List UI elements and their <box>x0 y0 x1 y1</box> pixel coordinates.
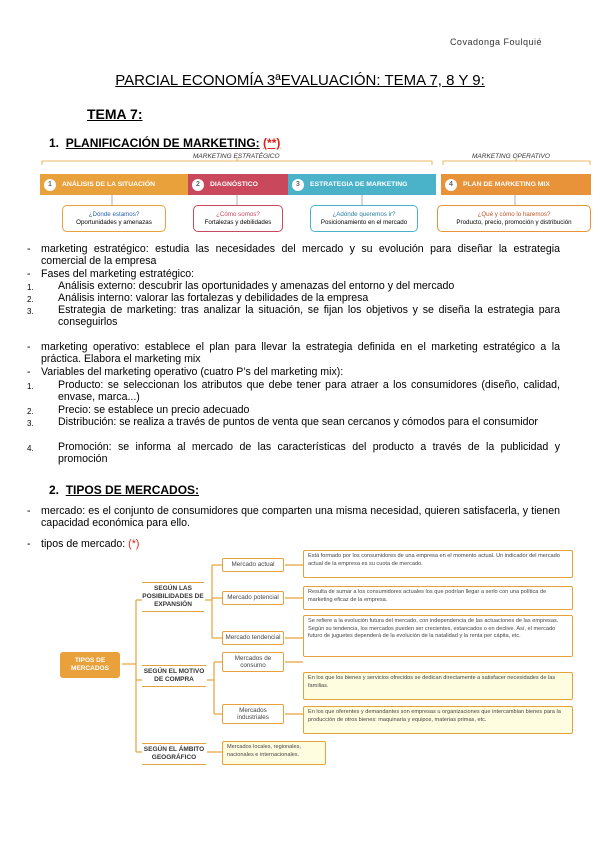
strategic-label: MARKETING ESTRATÉGICO <box>193 153 280 160</box>
phases-title: Fases del marketing estratégico: <box>41 268 195 280</box>
desc-potencial: Resulta de sumar a los consumidores actuales los que podrían llegar a serlo con una política de marketing eficaz de la empresa. <box>303 586 573 610</box>
dash-bullet: - <box>27 341 31 353</box>
section2-number: 2. <box>49 483 60 497</box>
root-box: TIPOS DE MERCADOS <box>60 652 120 678</box>
dash-bullet: - <box>27 505 31 517</box>
label-tendencial: Mercado tendencial <box>222 631 284 645</box>
desc-geografico: Mercados locales, regionales, nacionales e internacionales. <box>222 741 326 765</box>
operative-label: MARKETING OPERATIVO <box>472 153 550 160</box>
label-consumo: Mercados de consumo <box>222 652 284 672</box>
step1-number: 1 <box>44 179 56 191</box>
list-number: 3. <box>27 419 34 428</box>
category-geografico: SEGÚN EL ÁMBITO GEOGRÁFICO <box>142 743 206 765</box>
step4-answer: Producto, precio, promoción y distribución <box>456 218 572 226</box>
author-name: Covadonga Foulquié <box>449 37 542 47</box>
phase-2: Análisis interno: valorar las fortalezas y debilidades de la empresa <box>58 292 369 304</box>
list-number: 2. <box>27 407 34 416</box>
step4-question: ¿Qué y cómo lo haremos? <box>477 210 551 218</box>
variables-title: Variables del marketing operativo (cuatro P’s del marketing mix): <box>41 366 344 378</box>
tipos-mercado-mark: (*) <box>128 538 140 550</box>
step1-answer: Oportunidades y amenazas <box>76 218 152 226</box>
variable-4: Promoción: se informa al mercado de las características del producto a través de la publicidad y promoción <box>58 441 560 466</box>
variable-3: Distribución: se realiza a través de puntos de venta que sean cercanos y cómodos para el consumidor <box>58 416 538 428</box>
desc-actual: Está formado por los consumidores de una empresa en el momento actual. Un indicador del mercado actual de la empresa es su cuota de mercado. <box>303 550 573 578</box>
list-number: 3. <box>27 307 34 316</box>
variable-1: Producto: se seleccionan los atributos que debe tener para atraer a los consumidores (diseño, calidad, envase, marca...) <box>58 379 560 404</box>
phase-3: Estrategia de marketing: tras analizar la situación, se fijan los objetivos y se diseña la estrategia para conseguirlos <box>58 304 560 329</box>
mercado-definition: mercado: es el conjunto de consumidores que comparten una misma necesidad, quieren satisfacerla, y tienen capacidad económica para ello. <box>41 505 560 530</box>
step2-answer: Fortalezas y debilidades <box>204 218 272 226</box>
variable-2: Precio: se establece un precio adecuado <box>58 404 250 416</box>
list-number: 4. <box>27 444 34 453</box>
list-number: 2. <box>27 295 34 304</box>
tema-heading: TEMA 7: <box>87 106 143 122</box>
phase-1: Análisis externo: descubrir las oportunidades y amenazas del entorno y del mercado <box>58 280 455 292</box>
step2-number: 2 <box>192 179 204 191</box>
page-title: PARCIAL ECONOMÍA 3ªEVALUACIÓN: TEMA 7, 8 Y 9: <box>115 72 485 89</box>
section2-title: TIPOS DE MERCADOS: <box>65 483 200 497</box>
section1-number: 1. <box>49 136 60 150</box>
list-number: 1. <box>27 283 34 292</box>
list-number: 1. <box>27 382 34 391</box>
dash-bullet: - <box>27 268 31 280</box>
section1-title: PLANIFICACIÓN DE MARKETING: <box>65 136 260 150</box>
step4-label: PLAN DE MARKETING MIX <box>463 181 550 188</box>
operative-text: marketing operativo: establece el plan para llevar la estrategia definida en el marketing estratégico a la práctica. Elabora el marketing mix <box>41 341 560 366</box>
dash-bullet: - <box>27 243 31 255</box>
step2-question: ¿Cómo somos? <box>216 210 260 218</box>
label-industriales: Mercados industriales <box>222 704 284 724</box>
tipos-mercado-label: tipos de mercado: <box>41 538 126 550</box>
desc-industriales: En los que oferentes y demandantes son empresas u organizaciones que intercambian bienes para la producción de otros bienes: maquinaria y equipos, materias primas, etc. <box>303 706 573 734</box>
step3-number: 3 <box>292 179 304 191</box>
label-actual: Mercado actual <box>222 558 284 572</box>
step2-label: DIAGNÓSTICO <box>210 181 258 188</box>
step3-answer: Posicionamiento en el mercado <box>320 218 408 226</box>
dash-bullet: - <box>27 538 31 550</box>
step4-number: 4 <box>445 179 457 191</box>
label-potencial: Mercado potencial <box>222 591 284 605</box>
dash-bullet: - <box>27 366 31 378</box>
step1-question: ¿Dónde estamos? <box>88 210 140 218</box>
strategic-text: marketing estratégico: estudia las necesidades del mercado y su evolución para diseñar la estrategia comercial de la empresa <box>41 243 560 268</box>
category-expansion: SEGÚN LAS POSIBILIDADES DE EXPANSIÓN <box>142 582 204 612</box>
desc-consumo: En los que los bienes y servicios ofrecidos se dedican directamente a satisfacer necesidades de las familias. <box>303 672 573 700</box>
step3-question: ¿Adónde queremos ir? <box>332 210 396 218</box>
section1-mark: (**) <box>263 136 281 150</box>
step3-label: ESTRATEGIA DE MARKETING <box>310 181 408 188</box>
step1-label: ANÁLISIS DE LA SITUACIÓN <box>62 181 156 188</box>
category-motivo: SEGÚN EL MOTIVO DE COMPRA <box>142 665 206 687</box>
desc-tendencial: Se refiere a la evolución futura del mercado, con independencia de las actuaciones de las empresas. Según su tendencia, los mercados pueden ser crecientes, estancados o en declive. Así, el mercado futuro de juguetes dependerá de la evolución de la natalidad y la renta per cápita, etc. <box>303 615 573 657</box>
